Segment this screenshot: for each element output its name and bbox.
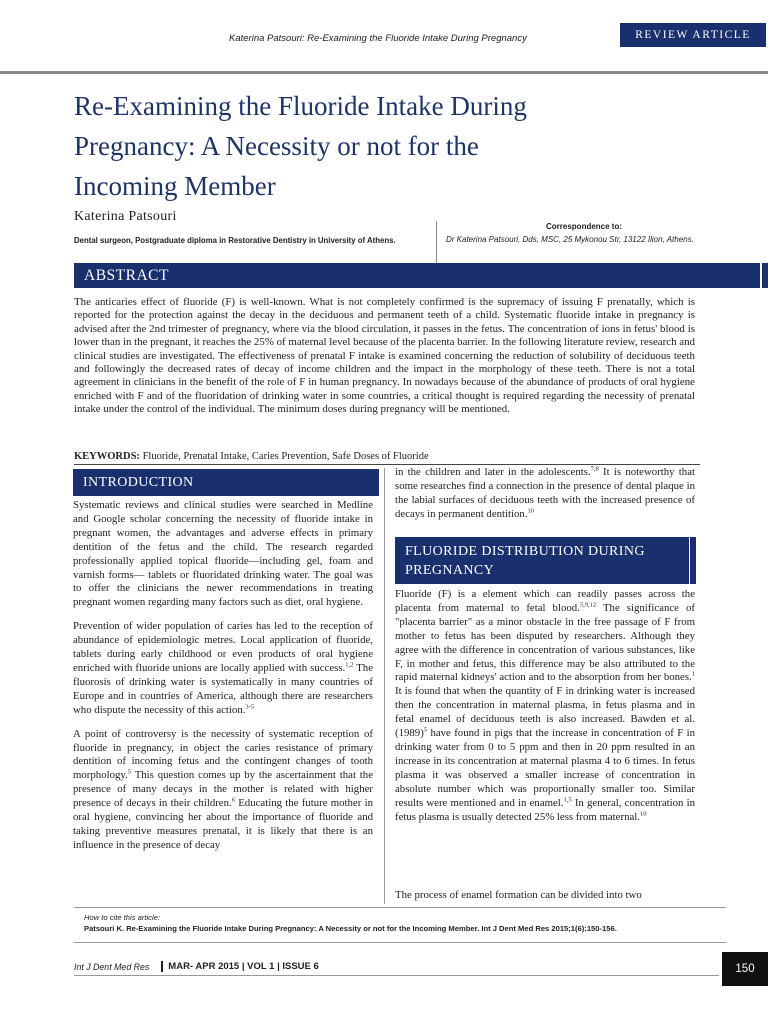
citation-ref: 7,8 [590,465,599,473]
correspondence-address: Dr Katerina Patsouri, Dds, MSC, 25 Mykonou Str, 13122 Ilion, Athens. [446,235,694,244]
running-title: Katerina Patsouri: Re-Examining the Fluoride Intake During Pregnancy [229,33,527,44]
citation-ref: 5 [423,726,428,734]
introduction-heading-accent [373,469,379,496]
how-to-cite-text: Patsouri K. Re-Examining the Fluoride Intake During Pregnancy: A Necessity or not for the Incoming Member. Int J Dent Med Res 2015;1(6):150-156. [84,924,617,933]
journal-name: Int J Dent Med Res [74,961,150,972]
citation-ref: 1,5 [563,796,572,803]
how-to-cite-box [74,907,726,943]
author-name: Katerina Patsouri [74,209,177,224]
keywords-divider [74,464,700,465]
fluoride-distribution-heading: FLUORIDE DISTRIBUTION DURING PREGNANCY [395,537,689,584]
issue-info: MAR- APR 2015 | VOL 1 | ISSUE 6 [168,961,319,972]
citation-ref: 3-5 [245,703,255,711]
abstract-heading: ABSTRACT [74,263,760,288]
abstract-body: The anticaries effect of fluoride (F) is well-known. What is not completely confirmed is the supremacy of issuing F prenatally, which is reported for the protection against the decay in the deciduous and permanent teeth of a child. Systematic fluoride intake in pregnancy is advised after the 2nd trimester of pregnancy, where via the blood circulation, it passes in the fetus. The concentration of ions in fetus' blood is lower than in the pregnant, it reaches the 25% of maternal level because of the placenta barrier. In the following literature review, research and clinical studies are investigated. The effectiveness of prenatal F intake is examined concerning the reduction of solubility of deciduous teeth and followingly the decreased rates of decay of income children and the impact in the morphology of these teeth. There is not a total agreement in clinicians in the benefit of the role of F in human pregnancy. In nowadays because of the abundance of products of oral hygiene enriched with F and of the fluoridation of drinking water in some countries, a critical thought is required regarding the necessity of prenatal intake under the control of the individual. The minimum doses during pregnancy will be mentioned. [74,296,695,416]
keywords-text: Fluoride, Prenatal Intake, Caries Prevention, Safe Doses of Fluoride [142,451,429,462]
left-column [73,499,373,863]
intro-paragraph-1: Systematic reviews and clinical studies were searched in Medline and Google scholar concerning the necessity of fluoride intake in pregnant women, the advantages and adverse effects in primary dentition of the fetus and the child. The research regarded professionally applied topical fluoride—including gel, foam and varnish forms— tablets or fluoridated drinking water. The goal was to offer the clinicians the newer recommendations in treating pregnant women regarding many factors such as diet, oral hygiene. [73,499,373,609]
article-title [74,86,674,206]
citation-ref: 1,2 [345,661,354,669]
author-affiliation: Dental surgeon, Postgraduate diploma in Restorative Dentistry in University of Athens. [74,236,396,245]
citation-ref: 5,9,12 [579,601,597,609]
intro-continuation: in the children and later in the adolescents.$^{7,8}$ It is noteworthy that some researches find a connection in the presence of dental plaque in the labial surfaces of deciduous teeth with the increased presence of decays in permanent dentition.$^{10}$ [395,465,695,520]
citation-ref: 1 [691,670,695,678]
citation-ref: 10 [527,507,535,515]
enamel-formation-paragraph: The process of enamel formation can be divided into two [395,889,642,901]
citation-ref: 10 [639,809,647,817]
citation-ref: 6 [231,796,235,804]
article-type-badge: REVIEW ARTICLE [620,23,766,47]
fluoride-distribution-heading-accent [690,537,696,584]
intro-paragraph-3: A point of controversy is the necessity of systematic reception of fluoride in pregnancy, in object the caries resistance of primary dentition of incoming fetus and the contingent changes of tooth morphology.$^5$ This question comes up by the ascertainment that the presence of many decays in the mother is related with higher presence of decays in their children.$^6$ Educating the future mother in oral hygiene, convincing her about the importance of fluoride and taking preventive measures prenatal, it is likely that there is an influence in the presence of decay [73,727,373,851]
title-line: Re-Examining the Fluoride Intake During [74,91,527,121]
keywords-line [74,451,429,462]
citation-ref: 5 [127,768,132,776]
title-line: Pregnancy: A Necessity or not for the [74,131,479,161]
intro-paragraph-2: Prevention of wider population of caries has led to the reception of abundance of epidemiologic metres. Local application of fluoride, tablets during early childhood or even products of oral hygiene enriched with fluoride unions are locally applied with success.$^{1,2}$ The fluorosis of drinking water is systematically in many countries of Europe and in countries of America, although there are researchers who dispute the necessity of this action.$^{3-5}$ [73,620,374,716]
introduction-heading: INTRODUCTION [73,469,373,496]
correspondence-label: Correspondence to: [546,222,623,231]
meta-divider [436,221,437,263]
footer-divider [74,975,719,976]
fluoride-distribution-paragraph: Fluoride (F) is a element which can readily passes across the placenta from maternal to fetal blood.$^{5,9,12}$ The significance of "placenta barrier" as a minor obstacle in the free passage of F from mother to fetus has been disputed by researchers. Although they agree with the difference in concentration of various substances, like F, in mother and fetus, this difference may be also attributed to the rapid maternal kidneys' action and to the absorption from her bones.$^1$ It is found that when the quantity of F in drinking water is increased then the concentration in maternal plasma, in fetus plasma and in fetal enamel of deciduous teeth is also increased. Bawden et $al.(1989)^5$ have found in pigs that the increase in concentration of F in drinking water from 0 to 5 ppm and then in 20 ppm resulted in an increase in its concentration at maternal plasma 4 to 6 times. In fetus plasma it was observed a smaller increase of concentration in absolute number which was proportionally smaller too. Similar results were mentioned and in enamel.$^{1,5}$ In general, concentration in fetus plasma is usually detected 25% less from maternal.$^{10}$ [395,588,696,823]
keywords-label: KEYWORDS: [74,451,140,462]
page-number: 150 [722,952,768,986]
how-to-cite-label: How to cite this article: [84,913,160,922]
page-footer [74,961,319,972]
column-divider [384,468,385,904]
footer-separator [161,961,163,972]
header-divider [0,71,768,74]
title-line: Incoming Member [74,171,276,201]
abstract-heading-accent [762,263,768,288]
